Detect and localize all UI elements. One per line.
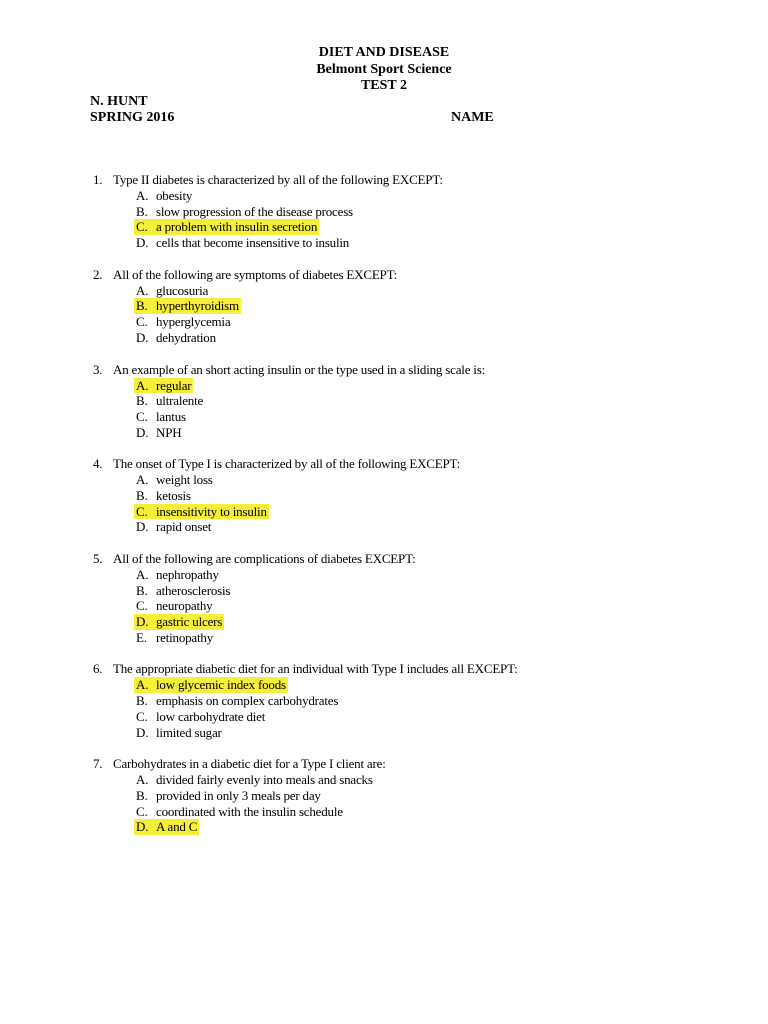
answer-option-highlighted	[0, 819, 768, 835]
answer-option	[0, 583, 768, 599]
question-number: 4.	[93, 456, 103, 472]
question-text: Carbohydrates in a diabetic diet for a Type I client are:	[113, 756, 386, 772]
option-text: lantus	[156, 408, 186, 424]
answer-option	[0, 693, 768, 709]
answer-option-content	[134, 314, 232, 330]
option-text: A and C	[156, 819, 198, 835]
option-letter: A.	[136, 772, 149, 788]
answer-option-content	[134, 583, 232, 599]
option-text: slow progression of the disease process	[156, 203, 353, 219]
option-letter: C.	[136, 219, 148, 235]
answer-option-content	[134, 504, 269, 520]
answer-option-highlighted	[0, 677, 768, 693]
answer-option-content	[134, 283, 210, 299]
answer-option-content	[134, 567, 221, 583]
option-text: hyperthyroidism	[156, 298, 239, 314]
answer-option-content	[134, 488, 193, 504]
answer-option	[0, 393, 768, 409]
answer-option-content	[134, 409, 188, 425]
answer-option-content	[134, 677, 288, 693]
question-text: All of the following are symptoms of diabetes EXCEPT:	[113, 266, 398, 282]
answer-option-content	[134, 598, 214, 614]
option-text: rapid onset	[156, 519, 212, 535]
option-letter: B.	[136, 393, 148, 409]
question-6	[0, 661, 768, 740]
option-letter: D.	[136, 819, 149, 835]
option-text: provided in only 3 meals per day	[156, 787, 321, 803]
option-letter: A.	[136, 677, 149, 693]
option-letter: A.	[136, 188, 149, 203]
answer-option	[0, 788, 768, 804]
answer-option-content	[134, 819, 199, 835]
option-text: obesity	[156, 188, 193, 203]
option-text: low carbohydrate diet	[156, 708, 266, 724]
option-text: cells that become insensitive to insulin	[156, 235, 350, 251]
question-stem	[0, 362, 768, 378]
answer-option-content	[134, 693, 340, 709]
answer-option	[0, 314, 768, 330]
answer-option-content	[134, 235, 351, 251]
option-letter: B.	[136, 487, 148, 503]
answer-option-content	[134, 725, 224, 741]
answer-option	[0, 488, 768, 504]
question-stem	[0, 456, 768, 472]
option-text: a problem with insulin secretion	[156, 219, 318, 235]
question-2	[0, 267, 768, 346]
option-text: ketosis	[156, 487, 191, 503]
question-text: The onset of Type I is characterized by all of the following EXCEPT:	[113, 456, 461, 472]
option-text: regular	[156, 377, 192, 393]
option-text: hyperglycemia	[156, 314, 231, 330]
answer-option-content	[134, 425, 183, 441]
option-text: limited sugar	[156, 724, 222, 740]
question-number: 6.	[93, 661, 103, 677]
question-stem	[0, 172, 768, 188]
answer-option	[0, 283, 768, 299]
question-1	[0, 172, 768, 251]
question-number: 3.	[93, 361, 103, 377]
question-number: 7.	[93, 756, 103, 772]
option-letter: A.	[136, 282, 149, 298]
option-letter: C.	[136, 803, 148, 819]
question-text: An example of an short acting insulin or the type used in a sliding scale is:	[113, 361, 485, 377]
option-text: dehydration	[156, 329, 216, 345]
option-text: weight loss	[156, 472, 213, 488]
answer-option	[0, 204, 768, 220]
option-letter: B.	[136, 693, 148, 709]
option-letter: A.	[136, 567, 149, 582]
answer-option-content	[134, 709, 267, 725]
option-letter: A.	[136, 472, 149, 488]
question-number: 1.	[93, 172, 103, 187]
answer-option	[0, 772, 768, 788]
option-letter: C.	[136, 503, 148, 519]
option-letter: D.	[136, 329, 149, 345]
option-letter: D.	[136, 235, 149, 251]
document-title: DIET AND DISEASE	[318, 45, 450, 60]
answer-option-content	[134, 219, 319, 235]
answer-option	[0, 567, 768, 583]
answer-option-content	[134, 472, 215, 488]
answer-option-content	[134, 188, 194, 204]
question-text: The appropriate diabetic diet for an individual with Type I includes all EXCEPT:	[113, 661, 518, 677]
question-stem	[0, 661, 768, 677]
question-number: 2.	[93, 266, 103, 282]
answer-option-content	[134, 298, 241, 314]
answer-option	[0, 188, 768, 204]
answer-option	[0, 519, 768, 535]
answer-option	[0, 598, 768, 614]
answer-option-content	[134, 772, 375, 788]
answer-option-highlighted	[0, 378, 768, 394]
question-text: All of the following are complications of diabetes EXCEPT:	[113, 551, 416, 566]
answer-option-content	[134, 393, 205, 409]
option-letter: C.	[136, 314, 148, 330]
term-label: SPRING 2016	[90, 110, 175, 125]
answer-option	[0, 725, 768, 741]
answer-option	[0, 425, 768, 441]
question-stem	[0, 551, 768, 567]
option-letter: D.	[136, 614, 149, 630]
question-stem	[0, 756, 768, 772]
option-text: coordinated with the insulin schedule	[156, 803, 343, 819]
option-letter: B.	[136, 787, 148, 803]
question-7	[0, 756, 768, 835]
answer-option-highlighted	[0, 504, 768, 520]
option-text: retinopathy	[156, 629, 214, 645]
answer-option	[0, 472, 768, 488]
question-5	[0, 551, 768, 645]
question-text: Type II diabetes is characterized by all of the following EXCEPT:	[113, 172, 443, 187]
option-text: neuropathy	[156, 598, 213, 614]
answer-option-highlighted	[0, 298, 768, 314]
option-letter: A.	[136, 377, 149, 393]
answer-option-content	[134, 788, 323, 804]
answer-option	[0, 330, 768, 346]
question-4	[0, 456, 768, 535]
question-list	[0, 172, 768, 851]
question-number: 5.	[93, 551, 103, 566]
option-letter: C.	[136, 408, 148, 424]
option-letter: B.	[136, 582, 148, 598]
answer-option-content	[134, 519, 213, 535]
answer-option-content	[134, 614, 224, 630]
option-letter: D.	[136, 519, 149, 535]
option-letter: C.	[136, 598, 148, 614]
answer-option-content	[134, 804, 345, 820]
question-3	[0, 362, 768, 441]
option-text: atherosclerosis	[156, 582, 231, 598]
option-text: NPH	[156, 424, 182, 440]
option-letter: E.	[136, 629, 147, 645]
option-letter: B.	[136, 298, 148, 314]
instructor-name: N. HUNT	[90, 94, 148, 109]
option-text: divided fairly evenly into meals and snacks	[156, 772, 373, 788]
test-number: TEST 2	[360, 78, 408, 93]
option-letter: C.	[136, 708, 148, 724]
question-stem	[0, 267, 768, 283]
option-text: nephropathy	[156, 567, 219, 582]
answer-option	[0, 235, 768, 251]
option-text: emphasis on complex carbohydrates	[156, 693, 339, 709]
answer-option-content	[134, 204, 355, 220]
option-letter: B.	[136, 203, 148, 219]
option-text: glucosuria	[156, 282, 209, 298]
answer-option	[0, 630, 768, 646]
document-subtitle: Belmont Sport Science	[316, 62, 452, 77]
answer-option-highlighted	[0, 219, 768, 235]
answer-option	[0, 804, 768, 820]
option-text: gastric ulcers	[156, 614, 223, 630]
student-name-label: NAME	[451, 110, 494, 125]
option-text: low glycemic index foods	[156, 677, 286, 693]
option-text: insensitivity to insulin	[156, 503, 267, 519]
answer-option-content	[134, 378, 193, 394]
answer-option	[0, 409, 768, 425]
answer-option-content	[134, 330, 218, 346]
option-letter: D.	[136, 724, 149, 740]
answer-option	[0, 709, 768, 725]
answer-option-content	[134, 630, 215, 646]
option-text: ultralente	[156, 393, 204, 409]
option-letter: D.	[136, 424, 149, 440]
answer-option-highlighted	[0, 614, 768, 630]
